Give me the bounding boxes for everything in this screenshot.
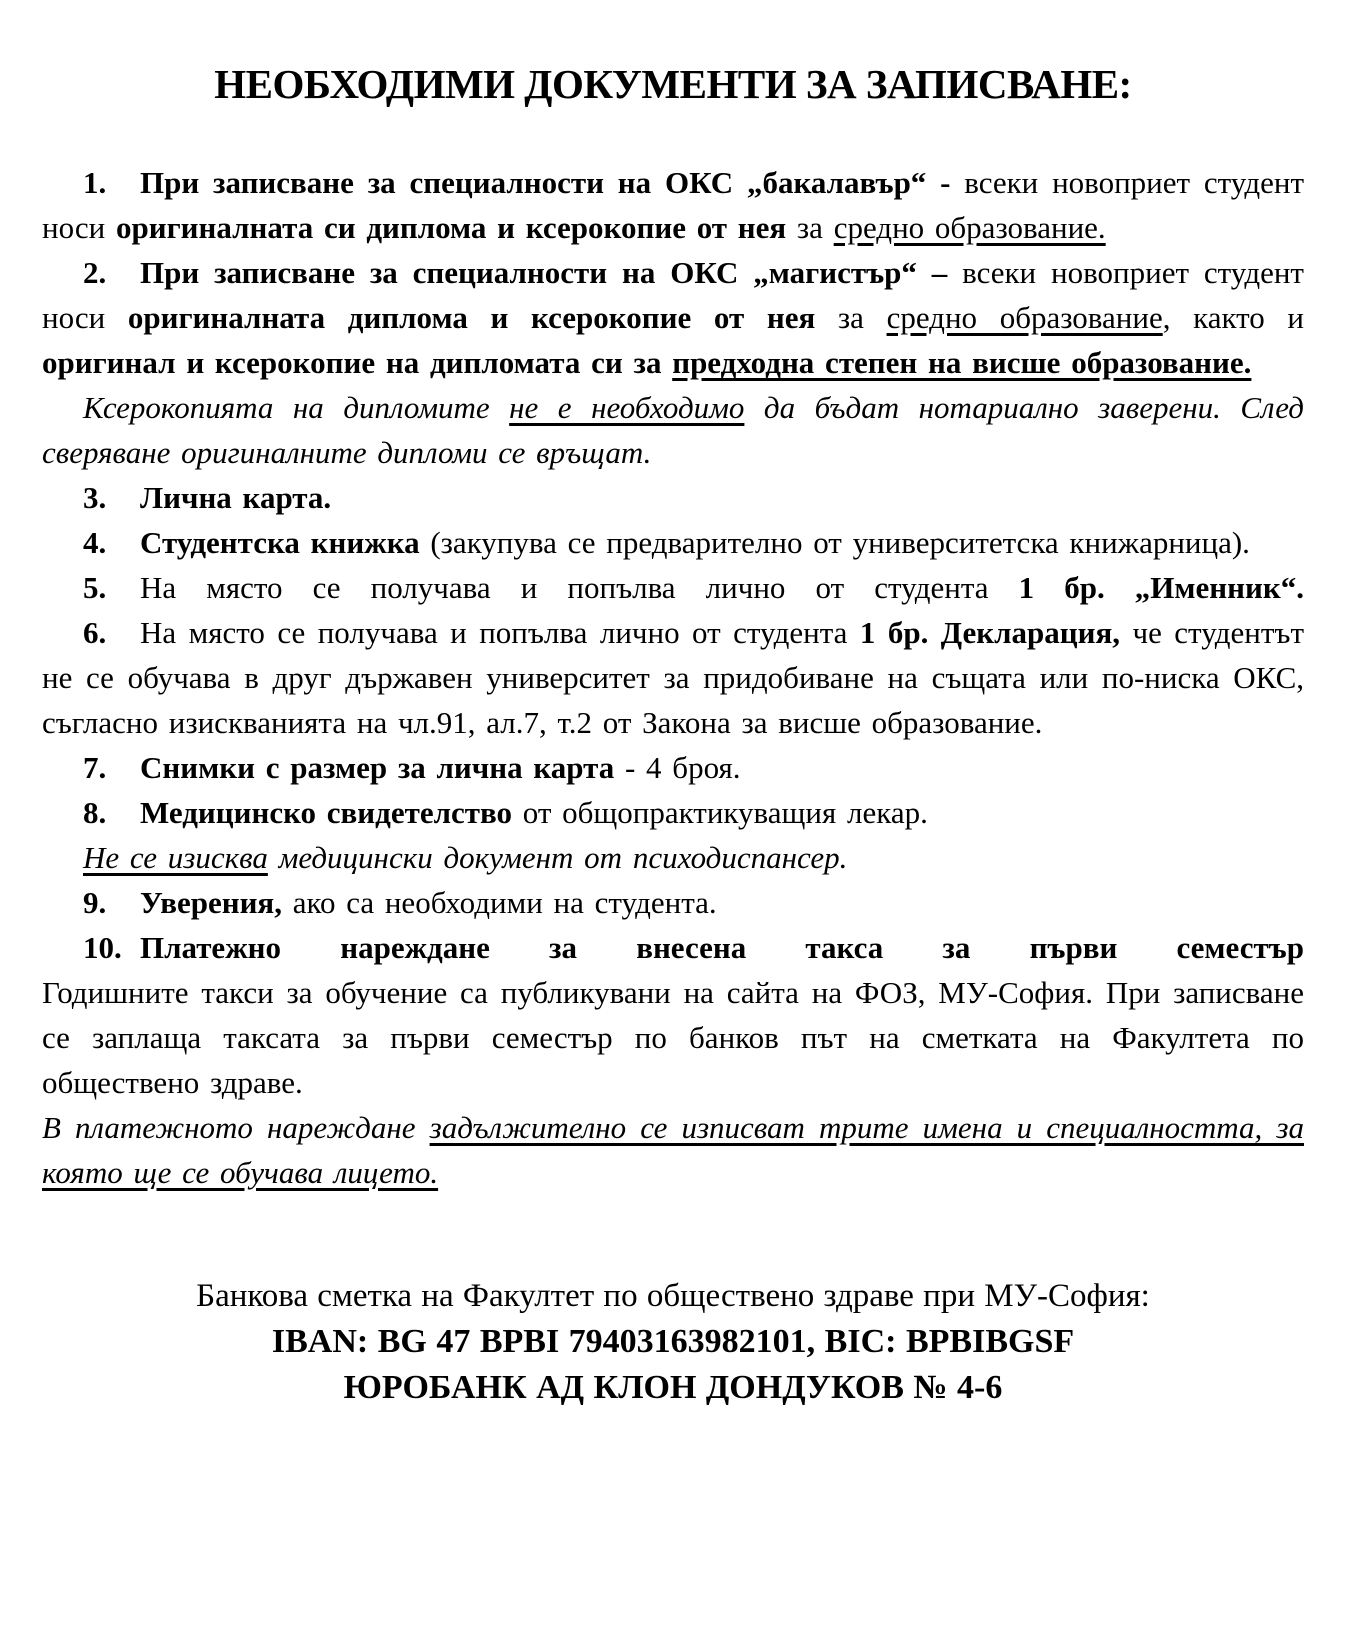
text-segment: На място се получава и попълва лично от студента <box>140 570 1019 605</box>
bank-iban-bic: IBAN: BG 47 BPBI 79403163982101, BIC: BPBIBGSF <box>271 1323 1075 1360</box>
text-segment: Медицинско свидетелство <box>140 795 523 830</box>
item-7-number: 7. <box>83 750 107 785</box>
text-segment: , както и <box>1162 300 1305 335</box>
list-item-8 <box>42 790 1304 835</box>
text-segment: Студентска книжка <box>140 525 431 560</box>
item-5-number: 5. <box>83 570 107 605</box>
text-segment: В платежното нареждане <box>42 1110 430 1145</box>
text-segment: Платежно нареждане за внесена такса за първи семестър <box>140 930 1304 965</box>
document-body <box>42 160 1304 1195</box>
text-segment: (закупува се предварително от университетска книжарница). <box>430 525 1250 560</box>
text-segment: не е необходимо <box>509 390 745 425</box>
text-segment: оригиналната диплома и ксерокопие от нея <box>127 300 838 335</box>
item-2-number: 2. <box>83 255 107 290</box>
list-item-5 <box>42 565 1304 610</box>
item-10-number: 10. <box>83 930 122 965</box>
text-segment: Годишните такси за обучение са публикувани на сайта на ФОЗ, МУ-София. При записване се заплаща таксата за първи семестър по банков път на сметката на Факултета по обществено здраве. <box>42 975 1304 1100</box>
note-medical-document <box>42 835 1304 880</box>
text-segment: На място се получава и попълва лично от студента <box>140 615 860 650</box>
text-segment: При записване за специалности на ОКС „бакалавър“ - <box>140 165 965 200</box>
item-6-number: 6. <box>83 615 107 650</box>
list-item-10 <box>42 925 1304 970</box>
bank-details <box>42 1273 1304 1411</box>
text-segment: за <box>796 210 834 245</box>
list-item-6 <box>42 610 1304 745</box>
list-item-9 <box>42 880 1304 925</box>
text-segment: задължително се изписват трите имена и специалността, за която ще се обучава лицето. <box>42 1110 1304 1190</box>
text-segment: Лична карта. <box>140 480 332 515</box>
text-segment: средно образование. <box>833 210 1106 245</box>
bank-branch: ЮРОБАНК АД КЛОН ДОНДУКОВ № 4-6 <box>343 1369 1003 1406</box>
text-segment: медицински документ от психодиспансер. <box>267 840 848 875</box>
bank-account-intro: Банкова сметка на Факултет по обществено здраве при МУ-София: <box>196 1278 1150 1314</box>
text-segment: от общопрактикуващия лекар. <box>522 795 928 830</box>
text-segment: - 4 броя. <box>624 750 741 785</box>
list-item-7 <box>42 745 1304 790</box>
text-segment: всеки новоприет студент носи <box>42 255 1304 335</box>
text-segment: всеки новоприет студент носи <box>42 165 1304 245</box>
list-item-4 <box>42 520 1304 565</box>
note-diploma-copies <box>42 385 1304 475</box>
text-segment: 1 бр. „Именник“. <box>1018 570 1304 605</box>
item-8-number: 8. <box>83 795 107 830</box>
text-segment: предходна степен на висше образование. <box>672 345 1252 380</box>
text-segment: ако са необходими на студента. <box>281 885 717 920</box>
note-payment-order <box>42 1105 1304 1195</box>
text-segment: средно образование <box>886 300 1163 335</box>
text-segment: Снимки с размер за лична карта <box>140 750 625 785</box>
list-item-1 <box>42 160 1304 250</box>
list-item-2 <box>42 250 1304 385</box>
paragraph-tuition-fees <box>42 970 1304 1105</box>
item-3-number: 3. <box>83 480 107 515</box>
item-4-number: 4. <box>83 525 107 560</box>
text-segment: При записване за специалности на ОКС „магистър“ – <box>140 255 963 290</box>
text-segment: че студентът не се обучава в друг държавен университет за придобиване на същата или по-ниска ОКС, съгласно изискванията на чл.91, ал.7, т.2 от Закона за висше образование. <box>42 615 1304 740</box>
text-segment: оригинал и ксерокопие на дипломата си за <box>42 345 673 380</box>
item-9-number: 9. <box>83 885 107 920</box>
item-1-number: 1. <box>83 165 107 200</box>
text-segment: Уверения, <box>140 885 282 920</box>
list-item-3 <box>42 475 1304 520</box>
document-title: НЕОБХОДИМИ ДОКУМЕНТИ ЗА ЗАПИСВАНЕ: <box>214 61 1132 107</box>
text-segment: оригиналната си диплома и ксерокопие от нея <box>115 210 797 245</box>
text-segment: за <box>837 300 887 335</box>
text-segment: Не се изисква <box>83 840 268 875</box>
text-segment: да бъдат нотариално заверени. След сверяване оригиналните дипломи се връщат. <box>42 390 1304 470</box>
text-segment: 1 бр. Декларация, <box>859 615 1121 650</box>
text-segment: Ксерокопията на дипломите <box>83 390 510 425</box>
